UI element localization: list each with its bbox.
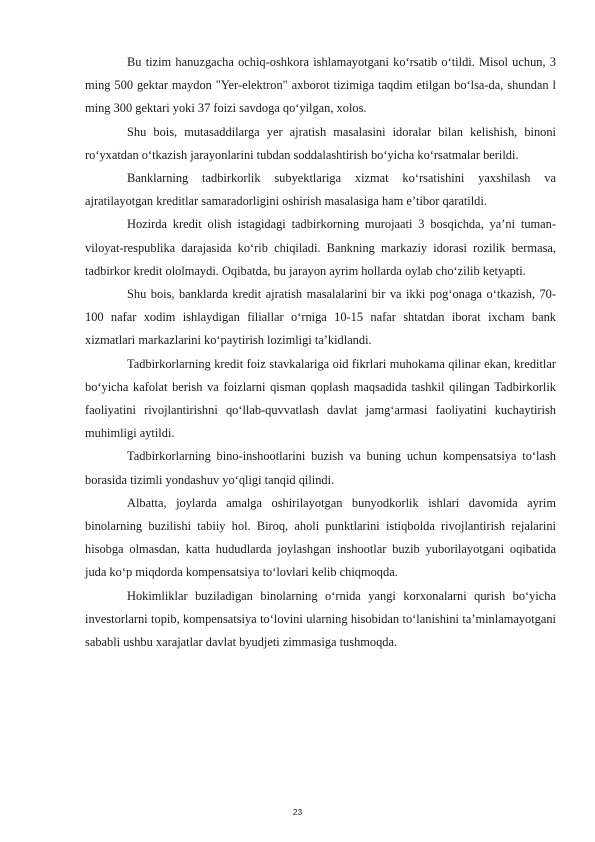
paragraph-1: Bu tizim hanuzgacha ochiq-oshkora ishlamayotgani koʻrsatib oʻtildi. Misol uchun, 3 ming 500 gektar maydon "Yer-elektron" axborot tizimiga taqdim etilgan boʻlsa-da, shundan l ming 300 gektari yoki 37 foizi savdoga qoʻyilgan, xolos. [85,55,556,116]
document-body [85,51,556,654]
paragraph-2: Shu bois, mutasaddilarga yer ajratish masalasini idoralar bilan kelishish, binoni roʻyxatdan oʻtkazish jarayonlarini tubdan soddalashtirish boʻyicha koʻrsatmalar berildi. [85,124,556,162]
paragraph-6: Tadbirkorlarning kredit foiz stavkalariga oid fikrlari muhokama qilinar ekan, kreditlar boʻyicha kafolat berish va foizlarni qisman qoplash maqsadida tashkil qilingan Tadbirkorlik faoliyatini rivojlantirishni qoʻllab-quvvatlash davlat jamgʻarmasi faoliyatini kuchaytirish muhimligi aytildi. [85,356,556,441]
paragraph-4: Hozirda kredit olish istagidagi tadbirkorning murojaati 3 bosqichda, yaʼni tuman-viloyat-respublika darajasida koʻrib chiqiladi. Bankning markaziy idorasi rozilik bermasa, tadbirkor kredit ololmaydi. Oqibatda, bu jarayon ayrim hollarda oylab choʻzilib ketyapti. [85,217,556,278]
page-number: 23 [292,807,303,817]
paragraph-8: Albatta, joylarda amalga oshirilayotgan bunyodkorlik ishlari davomida ayrim binolarning buzilishi tabiiy hol. Biroq, aholi punktlarini istiqbolda rivojlantirish rejalarini hisobga olmasdan, katta hududlarda joylashgan inshootlar buzib yuborilayotgani oqibatida juda koʻp miqdorda kompensatsiya toʻlovlari kelib chiqmoqda. [85,495,556,580]
paragraph-9: Hokimliklar buziladigan binolarning oʻrnida yangi korxonalarni qurish boʻyicha investorlarni topib, kompensatsiya toʻlovini ularning hisobidan toʻlanishini taʼminlamayotgani sababli ushbu xarajatlar davlat byudjeti zimmasiga tushmoqda. [85,588,556,650]
paragraph-5: Shu bois, banklarda kredit ajratish masalalarini bir va ikki pogʻonaga oʻtkazish, 70-100 nafar xodim ishlaydigan filiallar oʻrniga 10-15 nafar shtatdan iborat ixcham bank xizmatlari markazlarini koʻpaytirish lozimligi taʼkidlandi. [85,287,556,348]
paragraph-7: Tadbirkorlarning bino-inshootlarini buzish va buning uchun kompensatsiya toʻlash borasida tizimli yondashuv yoʻqligi tanqid qilindi. [85,449,556,487]
paragraph-3: Banklarning tadbirkorlik subyektlariga xizmat koʻrsatishini yaxshilash va ajratilayotgan kreditlar samaradorligini oshirish masalasiga ham eʼtibor qaratildi. [85,171,556,209]
